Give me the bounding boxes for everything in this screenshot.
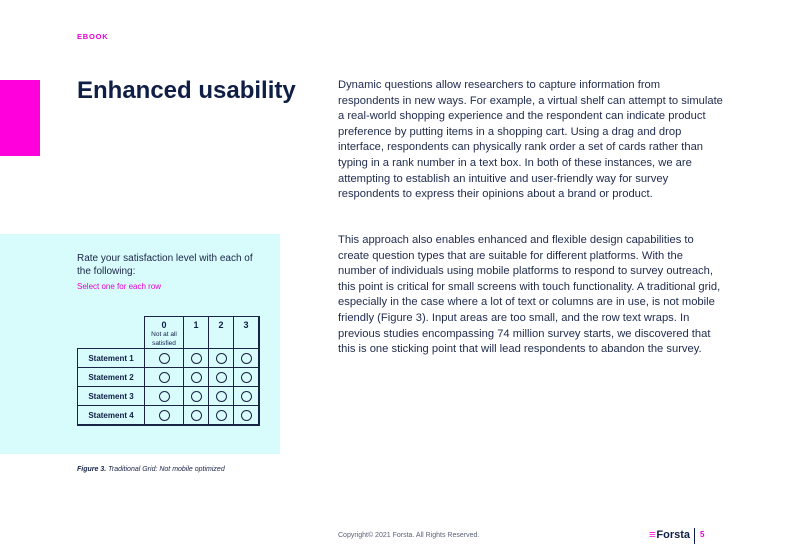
grid-col-label: 0 [161,320,167,330]
footer-copyright: Copyright© 2021 Forsta. All Rights Reserved. [338,532,480,539]
radio-button[interactable] [191,372,202,383]
table-row [78,368,260,387]
survey-question: Rate your satisfaction level with each of the following: [77,253,253,277]
table-row [78,387,260,406]
radio-button[interactable] [191,391,202,402]
radio-button[interactable] [241,353,252,364]
row-label: Statement 3 [78,387,145,406]
row-label: Statement 4 [78,406,145,426]
table-row [78,406,260,426]
radio-button[interactable] [191,410,202,421]
grid-corner [78,317,145,349]
radio-button[interactable] [241,410,252,421]
table-row [78,349,260,368]
radio-button[interactable] [216,353,227,364]
grid-col-header-1: 1 [184,317,209,349]
radio-button[interactable] [216,372,227,383]
grid-col-header-2: 2 [209,317,234,349]
forsta-logo-icon: ≡ [649,529,656,541]
row-label: Statement 1 [78,349,145,368]
row-label: Statement 2 [78,368,145,387]
body-paragraph-1: Dynamic questions allow researchers to capture information from respondents in new ways. For example, a virtual shelf can attempt to simulate a real-world shopping experience and the respondent can indicate product preference by putting items in a shopping cart. Using a drag and drop interface, respondents can physically rank order a set of cards rather than typing in a rank number in a text box. In both of these instances, we are attempting to establish an intuitive and user-friendly way for survey respondents to express their opinions about a brand or product. [338,79,723,201]
grid-col-header-0 [145,317,184,349]
survey-grid [77,316,260,426]
forsta-logo [649,529,690,541]
figure-caption-label: Figure 3. [77,466,107,473]
radio-button[interactable] [241,391,252,402]
grid-col-header-3: 3 [234,317,260,349]
grid-header-row [78,317,260,349]
grid-col-sublabel: Not at all satisfied [151,331,177,347]
section-label: EBOOK [77,32,109,41]
radio-button[interactable] [191,353,202,364]
body-paragraph-2: This approach also enables enhanced and flexible design capabilities to create question types that are suitable for different platforms. With the number of individuals using mobile platforms to respond to survey outreach, this point is critical for small screens with touch functionality. A traditional grid, especially in the case where a lot of text or columns are in use, is not mobile friendly (Figure 3). Input areas are too small, and the row text wraps. In previous studies encompassing 74 million survey starts, we discovered that this is one sticking point that will lead respondents to abandon the survey. [338,234,721,356]
figure-caption-text: Traditional Grid: Not mobile optimized [106,466,225,473]
radio-button[interactable] [216,391,227,402]
radio-button[interactable] [159,391,170,402]
forsta-logo-text: Forsta [656,529,691,541]
accent-bar [0,80,40,156]
page-title: Enhanced usability [77,77,296,104]
page-number: 5 [700,530,705,539]
radio-button[interactable] [159,353,170,364]
figure-caption [77,466,225,473]
radio-button[interactable] [159,372,170,383]
survey-hint: Select one for each row [77,282,162,291]
radio-button[interactable] [241,372,252,383]
footer-divider [694,528,695,544]
radio-button[interactable] [159,410,170,421]
radio-button[interactable] [216,410,227,421]
